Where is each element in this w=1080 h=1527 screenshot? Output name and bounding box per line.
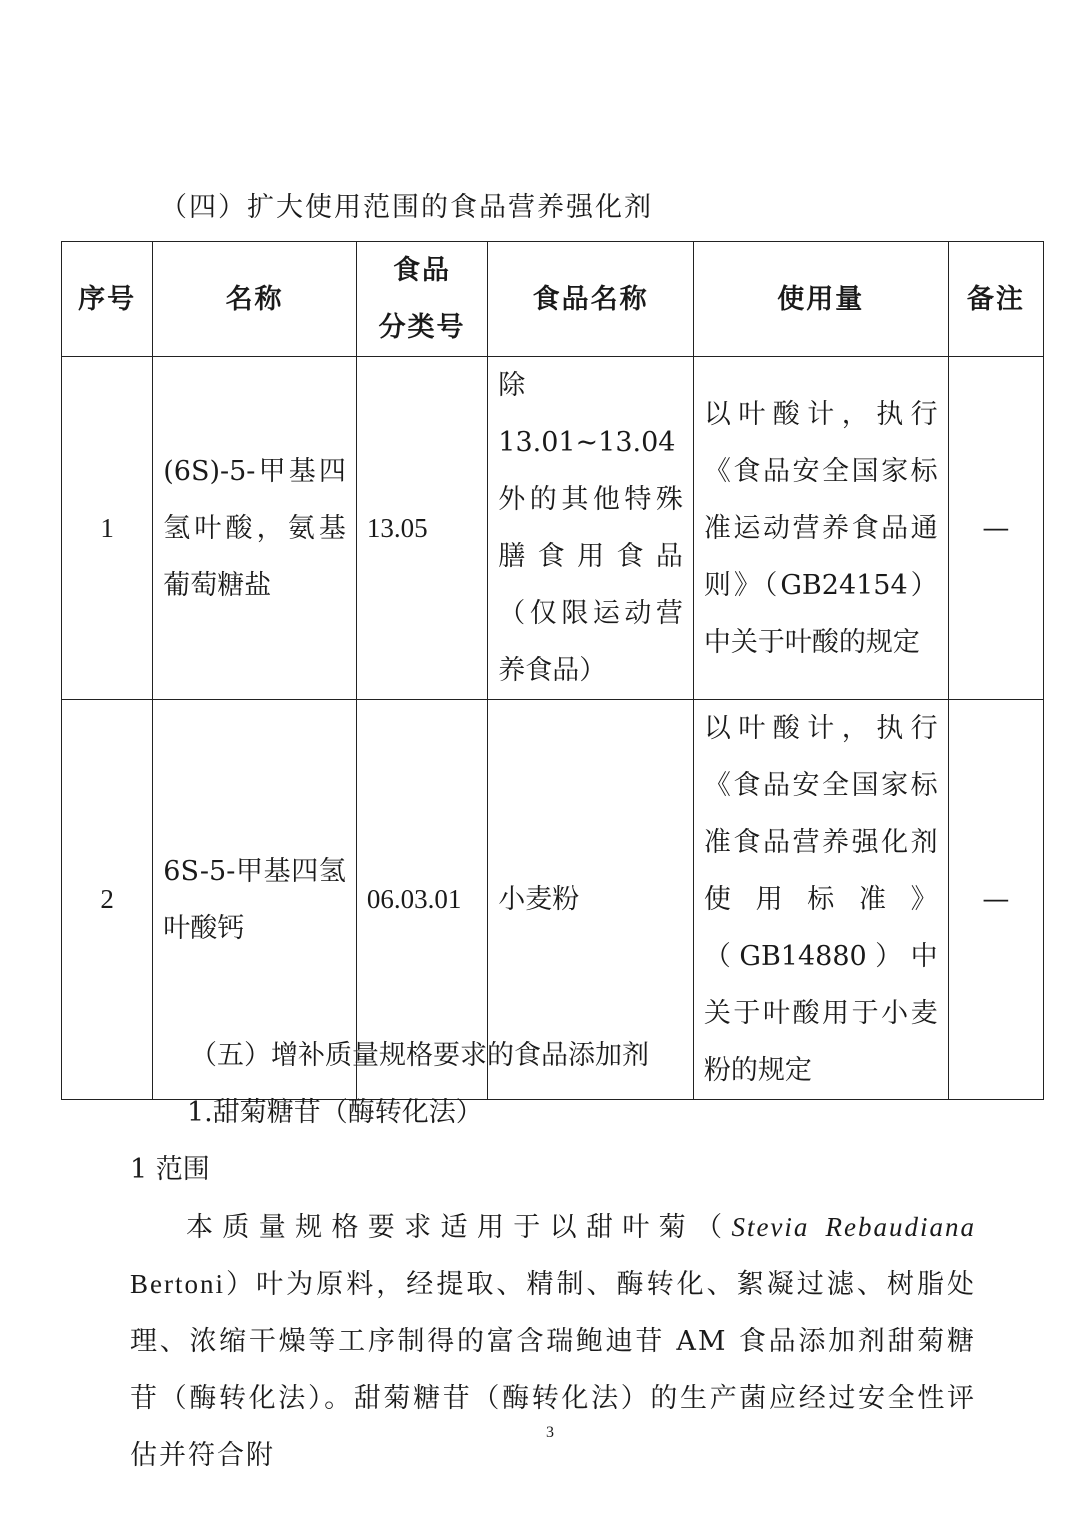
table-row [62,357,1044,700]
cell-name: 6S-5-甲基四氢叶酸钙 [153,700,357,1100]
header-name: 名称 [153,242,357,357]
table-header-row [62,242,1044,357]
header-category-line2: 分类号 [378,312,466,343]
cell-seq: 2 [62,700,153,1100]
cell-category: 06.03.01 [356,700,487,1100]
scope-heading: 1 范围 [130,1154,210,1185]
cell-usage: 以叶酸计，执行《食品安全国家标准运动营养食品通则》（GB24154）中关于叶酸的规定 [693,357,948,700]
header-seq: 序号 [62,242,153,357]
page-number: 3 [546,1424,554,1441]
scope-latin-italic: Stevia Rebaudiana [731,1212,976,1242]
header-note: 备注 [948,242,1043,357]
section-heading-5: （五）增补质量规格要求的食品添加剂 [190,1040,649,1071]
scope-text-part2: ）叶为原料，经提取、精制、酶转化、絮凝过滤、树脂处理、浓缩干燥等工序制得的富含瑞鲍迪苷 AM 食品添加剂甜菊糖苷（酶转化法）。甜菊糖苷（酶转化法）的生产菌应经过安全性评估并符合附 [130,1269,976,1471]
section-heading-4: （四）扩大使用范围的食品营养强化剂 [160,192,653,223]
header-category-line1: 食品 [393,255,452,286]
cell-usage: 以叶酸计，执行《食品安全国家标准食品营养强化剂使用标准》（GB14880）中关于叶酸用于小麦粉的规定 [693,700,948,1100]
cell-name: (6S)-5-甲基四氢叶酸，氨基葡萄糖盐 [153,357,357,700]
item-heading: 1.甜菊糖苷（酶转化法） [187,1097,483,1128]
cell-note: — [948,700,1043,1100]
cell-note: — [948,357,1043,700]
scope-latin-plain: Bertoni [130,1269,225,1299]
scope-text-part1: 本质量规格要求适用于以甜叶菊（ [186,1212,732,1243]
cell-seq: 1 [62,357,153,700]
cell-food-name: 小麦粉 [488,700,694,1100]
header-category [356,242,487,357]
cell-food-name: 除 13.01~13.04 外的其他特殊膳食用食品（仅限运动营养食品） [488,357,694,700]
header-usage: 使用量 [693,242,948,357]
fortifier-table [61,241,1044,1100]
header-food-name: 食品名称 [488,242,694,357]
cell-category: 13.05 [356,357,487,700]
